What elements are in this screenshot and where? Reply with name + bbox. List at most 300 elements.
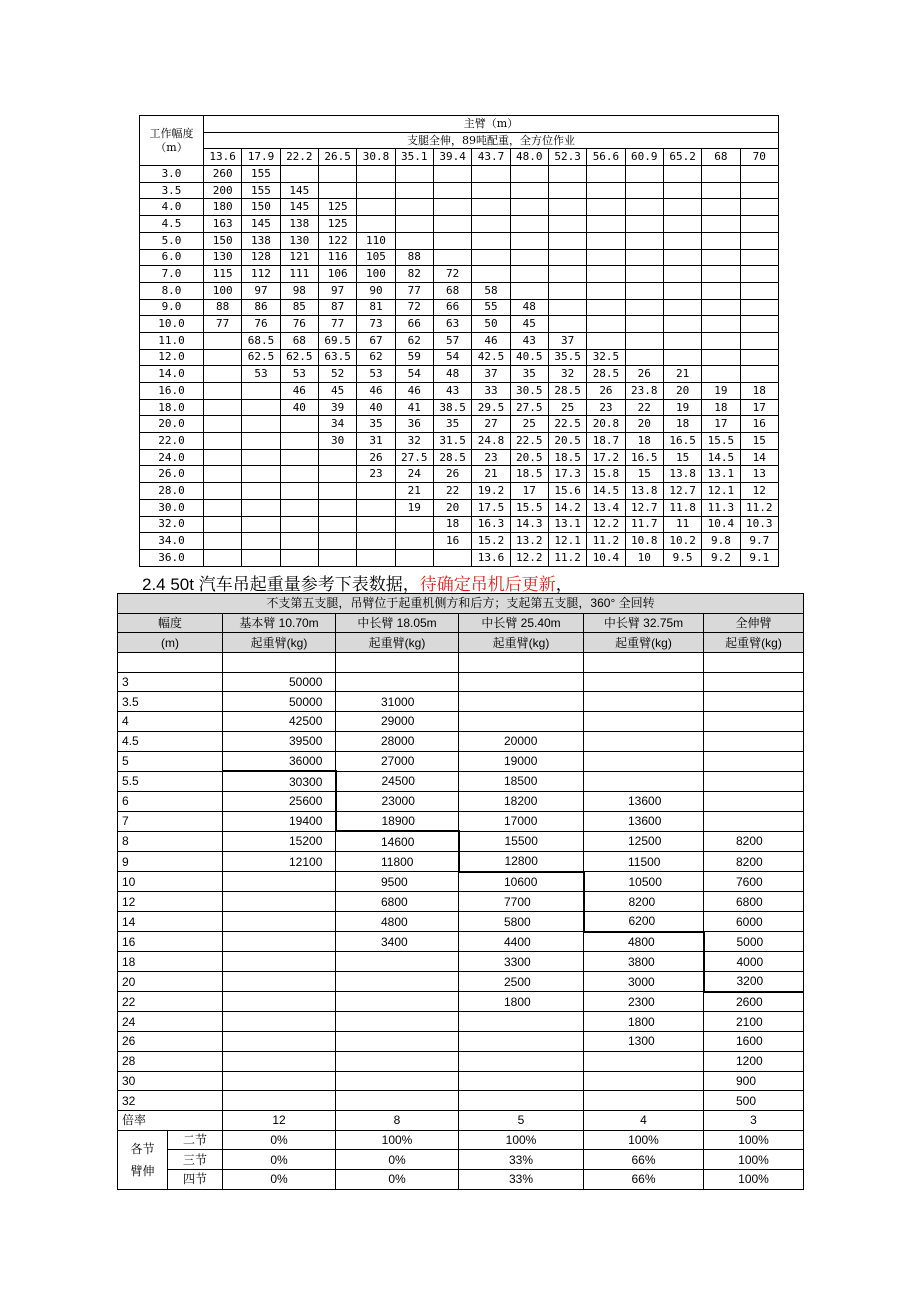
radius-label: 幅度 bbox=[118, 613, 223, 633]
extension-row bbox=[118, 1169, 804, 1189]
capacity-cell: 10500 bbox=[584, 872, 704, 892]
radius-cell: 7 bbox=[118, 811, 223, 831]
capacity-cell bbox=[548, 299, 586, 316]
table-row bbox=[140, 166, 779, 183]
capacity-cell bbox=[548, 282, 586, 299]
capacity-cell: 16.5 bbox=[663, 433, 701, 450]
radius-cell: 14 bbox=[118, 912, 223, 932]
capacity-cell bbox=[587, 166, 625, 183]
table-row bbox=[118, 751, 804, 771]
capacity-cell: 13.8 bbox=[663, 466, 701, 483]
capacity-cell: 17.5 bbox=[472, 499, 510, 516]
boom-length-cell: 13.6 bbox=[204, 149, 242, 166]
capacity-cell: 23 bbox=[357, 466, 395, 483]
capacity-cell bbox=[740, 216, 778, 233]
table-row bbox=[140, 549, 779, 566]
capacity-cell: 68 bbox=[433, 282, 471, 299]
capacity-cell bbox=[740, 232, 778, 249]
capacity-cell bbox=[587, 266, 625, 283]
capacity-cell bbox=[242, 533, 280, 550]
capacity-cell: 122 bbox=[318, 232, 356, 249]
capacity-cell: 55 bbox=[472, 299, 510, 316]
capacity-cell bbox=[242, 383, 280, 400]
capacity-cell: 69.5 bbox=[318, 332, 356, 349]
capacity-cell bbox=[395, 533, 433, 550]
capacity-cell bbox=[433, 199, 471, 216]
capacity-cell: 18 bbox=[663, 416, 701, 433]
capacity-cell: 39500 bbox=[223, 731, 336, 751]
capacity-cell: 10 bbox=[625, 549, 663, 566]
capacity-table-50t bbox=[117, 593, 804, 1190]
capacity-cell: 25 bbox=[510, 416, 548, 433]
capacity-cell bbox=[433, 232, 471, 249]
capacity-cell bbox=[459, 1091, 584, 1111]
table-row bbox=[140, 366, 779, 383]
capacity-cell bbox=[548, 166, 586, 183]
capacity-cell: 9.2 bbox=[702, 549, 740, 566]
capacity-cell bbox=[433, 249, 471, 266]
extension-cell: 100% bbox=[704, 1169, 804, 1189]
capacity-cell: 20 bbox=[433, 499, 471, 516]
capacity-cell: 4000 bbox=[704, 952, 804, 972]
capacity-cell: 128 bbox=[242, 249, 280, 266]
capacity-cell: 35 bbox=[433, 416, 471, 433]
capacity-cell: 31.5 bbox=[433, 433, 471, 450]
capacity-cell bbox=[395, 232, 433, 249]
capacity-cell: 72 bbox=[395, 299, 433, 316]
capacity-cell: 63.5 bbox=[318, 349, 356, 366]
extension-cell: 0% bbox=[223, 1130, 336, 1150]
capacity-cell: 22 bbox=[433, 483, 471, 500]
capacity-cell bbox=[318, 499, 356, 516]
capacity-cell bbox=[459, 1032, 584, 1052]
radius-cell: 4.5 bbox=[118, 731, 223, 751]
capacity-cell bbox=[584, 712, 704, 732]
ratio-label: 倍率 bbox=[118, 1110, 223, 1130]
capacity-cell bbox=[280, 166, 318, 183]
radius-cell: 26 bbox=[118, 1032, 223, 1052]
table-row bbox=[118, 1071, 804, 1091]
main-boom-header: 主臂（m） bbox=[204, 116, 779, 133]
capacity-cell bbox=[336, 672, 459, 692]
capacity-cell bbox=[395, 166, 433, 183]
capacity-cell: 40 bbox=[280, 399, 318, 416]
capacity-cell bbox=[223, 1032, 336, 1052]
capacity-cell bbox=[510, 166, 548, 183]
capacity-cell: 16 bbox=[433, 533, 471, 550]
capacity-cell: 62.5 bbox=[280, 349, 318, 366]
capacity-cell: 3200 bbox=[704, 972, 804, 992]
capacity-cell: 30.5 bbox=[510, 383, 548, 400]
capacity-cell: 22.5 bbox=[510, 433, 548, 450]
capacity-cell: 2300 bbox=[584, 992, 704, 1012]
capacity-cell: 111 bbox=[280, 266, 318, 283]
ratio-cell: 4 bbox=[584, 1110, 704, 1130]
capacity-cell: 155 bbox=[242, 182, 280, 199]
extension-cell: 0% bbox=[223, 1150, 336, 1170]
capacity-cell: 130 bbox=[280, 232, 318, 249]
capacity-cell bbox=[587, 249, 625, 266]
boom-length-cell: 70 bbox=[740, 149, 778, 166]
capacity-cell bbox=[204, 383, 242, 400]
capacity-cell: 20.5 bbox=[548, 433, 586, 450]
capacity-cell: 18 bbox=[740, 383, 778, 400]
radius-cell: 6 bbox=[118, 791, 223, 811]
capacity-cell: 12500 bbox=[584, 831, 704, 851]
radius-cell: 6.0 bbox=[140, 249, 204, 266]
capacity-cell bbox=[223, 932, 336, 952]
capacity-cell bbox=[584, 1091, 704, 1111]
radius-cell: 20.0 bbox=[140, 416, 204, 433]
capacity-cell bbox=[336, 1071, 459, 1091]
capacity-cell bbox=[510, 182, 548, 199]
capacity-cell bbox=[204, 499, 242, 516]
capacity-cell bbox=[663, 299, 701, 316]
capacity-cell bbox=[472, 232, 510, 249]
capacity-cell: 28.5 bbox=[433, 449, 471, 466]
capacity-cell bbox=[740, 166, 778, 183]
capacity-cell: 18.7 bbox=[587, 433, 625, 450]
table-row bbox=[118, 672, 804, 692]
capacity-cell bbox=[740, 349, 778, 366]
table-row bbox=[140, 433, 779, 450]
capacity-cell bbox=[625, 316, 663, 333]
capacity-cell bbox=[223, 872, 336, 892]
capacity-cell: 10.4 bbox=[587, 549, 625, 566]
capacity-cell bbox=[587, 199, 625, 216]
capacity-cell: 25 bbox=[548, 399, 586, 416]
capacity-cell bbox=[336, 1051, 459, 1071]
radius-cell: 5.0 bbox=[140, 232, 204, 249]
capacity-cell bbox=[663, 249, 701, 266]
spacer-cell bbox=[336, 653, 459, 673]
capacity-cell: 25600 bbox=[223, 791, 336, 811]
boom-length-cell: 48.0 bbox=[510, 149, 548, 166]
capacity-cell: 11.2 bbox=[548, 549, 586, 566]
capacity-cell: 36000 bbox=[223, 751, 336, 771]
capacity-cell bbox=[625, 232, 663, 249]
capacity-cell bbox=[510, 232, 548, 249]
capacity-cell bbox=[510, 282, 548, 299]
capacity-cell: 26 bbox=[433, 466, 471, 483]
unit-row bbox=[118, 633, 804, 653]
capacity-cell bbox=[318, 466, 356, 483]
capacity-cell: 163 bbox=[204, 216, 242, 233]
extension-cell: 100% bbox=[584, 1130, 704, 1150]
extension-cell: 100% bbox=[336, 1130, 459, 1150]
capacity-cell bbox=[625, 249, 663, 266]
extension-label bbox=[118, 1130, 168, 1189]
capacity-cell: 125 bbox=[318, 216, 356, 233]
capacity-cell bbox=[704, 731, 804, 751]
capacity-cell: 15200 bbox=[223, 831, 336, 851]
capacity-cell bbox=[472, 266, 510, 283]
capacity-cell: 24500 bbox=[336, 771, 459, 791]
capacity-cell: 13600 bbox=[584, 811, 704, 831]
capacity-cell bbox=[587, 182, 625, 199]
section-cell: 四节 bbox=[168, 1169, 223, 1189]
capacity-cell bbox=[395, 549, 433, 566]
capacity-cell bbox=[548, 316, 586, 333]
capacity-cell bbox=[584, 692, 704, 712]
capacity-cell: 31 bbox=[357, 433, 395, 450]
capacity-cell bbox=[702, 166, 740, 183]
capacity-cell bbox=[472, 182, 510, 199]
boom-header: 中长臂 25.40m bbox=[459, 613, 584, 633]
radius-cell: 16 bbox=[118, 932, 223, 952]
capacity-cell bbox=[472, 249, 510, 266]
boom-length-cell: 35.1 bbox=[395, 149, 433, 166]
capacity-cell bbox=[704, 811, 804, 831]
radius-header: 工作幅度（m） bbox=[140, 116, 204, 166]
boom-length-cell: 26.5 bbox=[318, 149, 356, 166]
table-row bbox=[140, 349, 779, 366]
capacity-cell bbox=[459, 712, 584, 732]
capacity-cell bbox=[223, 1071, 336, 1091]
radius-cell: 24.0 bbox=[140, 449, 204, 466]
capacity-cell bbox=[625, 332, 663, 349]
capacity-cell: 41 bbox=[395, 399, 433, 416]
extension-cell: 0% bbox=[336, 1169, 459, 1189]
capacity-cell bbox=[242, 433, 280, 450]
capacity-cell: 52 bbox=[318, 366, 356, 383]
capacity-cell: 20 bbox=[625, 416, 663, 433]
capacity-cell: 150 bbox=[204, 232, 242, 249]
capacity-cell: 10.2 bbox=[663, 533, 701, 550]
capacity-cell bbox=[336, 1032, 459, 1052]
table-row bbox=[140, 266, 779, 283]
boom-header-row bbox=[118, 613, 804, 633]
extension-cell: 0% bbox=[336, 1150, 459, 1170]
capacity-cell: 10600 bbox=[459, 872, 584, 892]
table-row bbox=[140, 316, 779, 333]
capacity-cell: 15.5 bbox=[702, 433, 740, 450]
capacity-cell bbox=[280, 449, 318, 466]
capacity-cell: 32 bbox=[548, 366, 586, 383]
capacity-cell: 48 bbox=[433, 366, 471, 383]
capacity-cell bbox=[587, 282, 625, 299]
capacity-cell: 30 bbox=[318, 433, 356, 450]
capacity-cell bbox=[336, 972, 459, 992]
capacity-cell bbox=[395, 182, 433, 199]
capacity-cell: 45 bbox=[318, 383, 356, 400]
capacity-cell bbox=[702, 266, 740, 283]
capacity-cell bbox=[318, 516, 356, 533]
capacity-cell: 34 bbox=[318, 416, 356, 433]
table-row bbox=[118, 1032, 804, 1052]
capacity-cell: 14.5 bbox=[702, 449, 740, 466]
capacity-cell: 6800 bbox=[704, 892, 804, 912]
capacity-cell bbox=[242, 399, 280, 416]
capacity-cell bbox=[318, 549, 356, 566]
capacity-cell bbox=[587, 216, 625, 233]
capacity-cell: 3300 bbox=[459, 952, 584, 972]
radius-cell: 3.0 bbox=[140, 166, 204, 183]
capacity-cell: 9.5 bbox=[663, 549, 701, 566]
capacity-cell: 3400 bbox=[336, 932, 459, 952]
capacity-cell bbox=[663, 316, 701, 333]
capacity-cell bbox=[242, 449, 280, 466]
capacity-cell bbox=[357, 533, 395, 550]
capacity-cell: 26 bbox=[625, 366, 663, 383]
capacity-cell: 20.8 bbox=[587, 416, 625, 433]
radius-cell: 16.0 bbox=[140, 383, 204, 400]
capacity-cell: 81 bbox=[357, 299, 395, 316]
capacity-cell: 46 bbox=[472, 332, 510, 349]
table-row bbox=[140, 483, 779, 500]
table-row bbox=[140, 499, 779, 516]
capacity-cell: 12.2 bbox=[510, 549, 548, 566]
capacity-cell: 76 bbox=[280, 316, 318, 333]
capacity-cell: 13600 bbox=[584, 791, 704, 811]
capacity-cell: 13 bbox=[740, 466, 778, 483]
capacity-cell: 50 bbox=[472, 316, 510, 333]
capacity-cell bbox=[663, 282, 701, 299]
capacity-cell bbox=[395, 199, 433, 216]
capacity-cell bbox=[204, 549, 242, 566]
radius-cell: 8.0 bbox=[140, 282, 204, 299]
capacity-cell bbox=[280, 549, 318, 566]
capacity-cell bbox=[223, 992, 336, 1012]
capacity-cell: 23000 bbox=[336, 791, 459, 811]
capacity-cell: 20 bbox=[663, 383, 701, 400]
capacity-cell bbox=[357, 216, 395, 233]
capacity-cell bbox=[204, 332, 242, 349]
capacity-cell: 17.2 bbox=[587, 449, 625, 466]
capacity-cell: 2500 bbox=[459, 972, 584, 992]
capacity-cell: 59 bbox=[395, 349, 433, 366]
ratio-row bbox=[118, 1110, 804, 1130]
table-row bbox=[140, 383, 779, 400]
capacity-cell bbox=[587, 332, 625, 349]
capacity-cell: 12.7 bbox=[625, 499, 663, 516]
capacity-cell: 12.1 bbox=[548, 533, 586, 550]
capacity-cell: 88 bbox=[395, 249, 433, 266]
capacity-cell: 3000 bbox=[584, 972, 704, 992]
table-row bbox=[118, 1012, 804, 1032]
capacity-cell: 2100 bbox=[704, 1012, 804, 1032]
capacity-cell bbox=[548, 232, 586, 249]
spacer-cell bbox=[584, 653, 704, 673]
radius-cell: 10.0 bbox=[140, 316, 204, 333]
capacity-cell: 12100 bbox=[223, 851, 336, 871]
capacity-cell bbox=[510, 216, 548, 233]
radius-cell: 3.5 bbox=[140, 182, 204, 199]
capacity-cell bbox=[459, 1071, 584, 1091]
capacity-cell bbox=[587, 299, 625, 316]
capacity-cell bbox=[204, 349, 242, 366]
capacity-cell: 21 bbox=[395, 483, 433, 500]
capacity-cell: 7600 bbox=[704, 872, 804, 892]
table-row bbox=[118, 872, 804, 892]
capacity-cell: 57 bbox=[433, 332, 471, 349]
capacity-cell: 105 bbox=[357, 249, 395, 266]
radius-cell: 10 bbox=[118, 872, 223, 892]
table-row bbox=[140, 249, 779, 266]
capacity-cell bbox=[584, 771, 704, 791]
radius-cell: 7.0 bbox=[140, 266, 204, 283]
spacer-row bbox=[118, 653, 804, 673]
capacity-cell bbox=[702, 216, 740, 233]
capacity-cell bbox=[280, 499, 318, 516]
capacity-cell: 27.5 bbox=[510, 399, 548, 416]
load-label: 起重臂(kg) bbox=[584, 633, 704, 653]
boom-length-cell: 39.4 bbox=[433, 149, 471, 166]
radius-cell: 34.0 bbox=[140, 533, 204, 550]
capacity-cell: 90 bbox=[357, 282, 395, 299]
capacity-cell: 21 bbox=[472, 466, 510, 483]
capacity-cell: 9500 bbox=[336, 872, 459, 892]
capacity-cell: 43 bbox=[510, 332, 548, 349]
capacity-cell: 62 bbox=[395, 332, 433, 349]
header-row bbox=[140, 132, 779, 149]
capacity-cell: 53 bbox=[357, 366, 395, 383]
table-row bbox=[140, 232, 779, 249]
capacity-cell bbox=[242, 499, 280, 516]
capacity-cell: 18.5 bbox=[510, 466, 548, 483]
capacity-cell bbox=[702, 349, 740, 366]
capacity-cell: 13.2 bbox=[510, 533, 548, 550]
capacity-cell: 68.5 bbox=[242, 332, 280, 349]
capacity-cell: 63 bbox=[433, 316, 471, 333]
capacity-cell: 7700 bbox=[459, 892, 584, 912]
capacity-cell: 15.6 bbox=[548, 483, 586, 500]
capacity-cell: 36 bbox=[395, 416, 433, 433]
capacity-cell: 35 bbox=[357, 416, 395, 433]
table-row bbox=[118, 932, 804, 952]
capacity-cell: 5000 bbox=[704, 932, 804, 952]
capacity-cell: 17 bbox=[740, 399, 778, 416]
capacity-cell: 73 bbox=[357, 316, 395, 333]
capacity-cell bbox=[204, 416, 242, 433]
capacity-cell: 13.6 bbox=[472, 549, 510, 566]
boom-length-cell: 52.3 bbox=[548, 149, 586, 166]
capacity-cell bbox=[625, 266, 663, 283]
boom-header: 基本臂 10.70m bbox=[223, 613, 336, 633]
capacity-cell: 33 bbox=[472, 383, 510, 400]
capacity-cell: 66 bbox=[395, 316, 433, 333]
capacity-cell: 10.8 bbox=[625, 533, 663, 550]
load-label: 起重臂(kg) bbox=[223, 633, 336, 653]
radius-cell: 28 bbox=[118, 1051, 223, 1071]
capacity-cell: 76 bbox=[242, 316, 280, 333]
capacity-cell: 24.8 bbox=[472, 433, 510, 450]
radius-cell: 26.0 bbox=[140, 466, 204, 483]
capacity-cell: 11.3 bbox=[702, 499, 740, 516]
table-row bbox=[118, 731, 804, 751]
capacity-cell: 50000 bbox=[223, 692, 336, 712]
capacity-cell bbox=[702, 199, 740, 216]
capacity-cell: 15 bbox=[663, 449, 701, 466]
radius-cell: 36.0 bbox=[140, 549, 204, 566]
capacity-cell bbox=[242, 516, 280, 533]
capacity-cell bbox=[204, 366, 242, 383]
capacity-cell: 18900 bbox=[336, 811, 459, 831]
ratio-cell: 3 bbox=[704, 1110, 804, 1130]
capacity-cell bbox=[740, 199, 778, 216]
capacity-cell: 16 bbox=[740, 416, 778, 433]
capacity-cell: 112 bbox=[242, 266, 280, 283]
capacity-cell bbox=[242, 483, 280, 500]
capacity-cell: 40.5 bbox=[510, 349, 548, 366]
capacity-cell bbox=[223, 1012, 336, 1032]
capacity-cell bbox=[459, 692, 584, 712]
capacity-cell: 30300 bbox=[223, 771, 336, 791]
capacity-cell: 23 bbox=[472, 449, 510, 466]
capacity-cell: 45 bbox=[510, 316, 548, 333]
extension-label-line: 各节 bbox=[130, 1141, 155, 1156]
heading-text: 2.4 50t 汽车吊起重量参考下表数据， bbox=[142, 575, 420, 594]
